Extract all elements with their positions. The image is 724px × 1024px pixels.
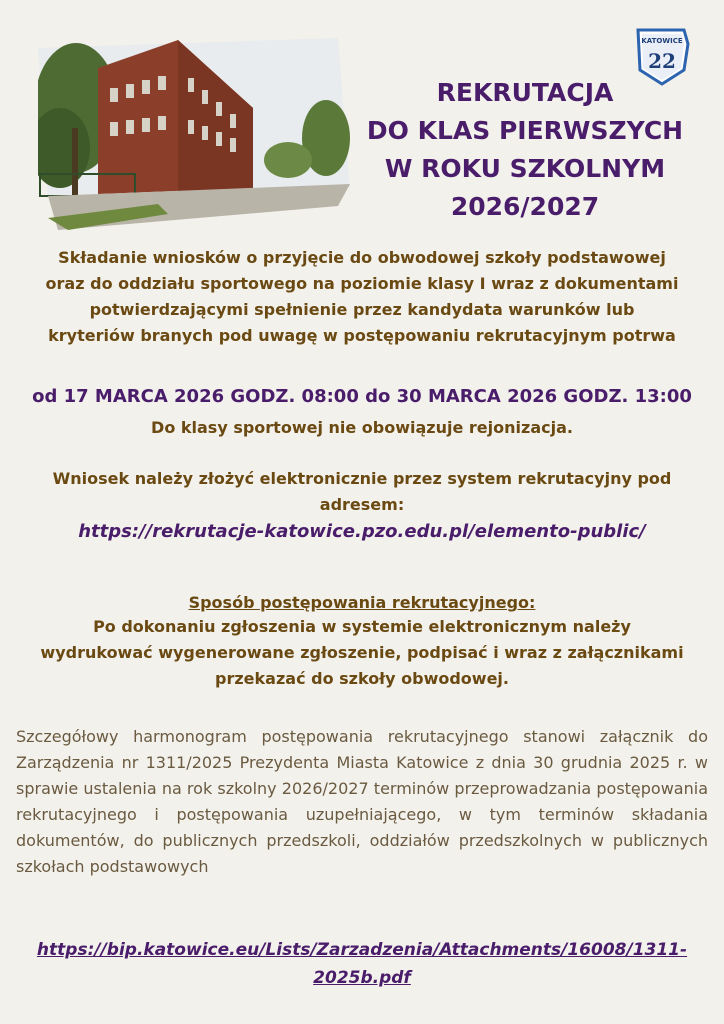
school-building-photo	[38, 38, 350, 230]
procedure-line: przekazać do szkoły obwodowej.	[215, 669, 509, 688]
page-title	[350, 74, 700, 226]
apply-line: Wniosek należy złożyć elektronicznie przez system rekrutacyjny pod	[52, 469, 672, 488]
link-line[interactable]: https://bip.katowice.eu/Lists/Zarzadzenia/Attachments/16008/1311-	[36, 940, 688, 960]
intro-line: kryteriów branych pod uwagę w postępowaniu rekrutacyjnym potrwa	[48, 326, 676, 345]
title-line: REKRUTACJA	[436, 78, 614, 107]
procedure-text	[16, 614, 708, 692]
title-line: 2026/2027	[450, 192, 600, 221]
apply-line: adresem:	[319, 495, 405, 514]
intro-text	[16, 245, 708, 349]
title-line: DO KLAS PIERWSZYCH	[366, 116, 684, 145]
intro-line: Składanie wniosków o przyjęcie do obwodowej szkoły podstawowej	[58, 248, 666, 267]
application-dates: od 17 MARCA 2026 GODZ. 08:00 do 30 MARCA 2026 GODZ. 13:00	[32, 386, 692, 407]
title-line: W ROKU SZKOLNYM	[384, 154, 666, 183]
zoning-note: Do klasy sportowej nie obowiązuje rejonizacja.	[151, 418, 573, 437]
intro-line: oraz do oddziału sportowego na poziomie klasy I wraz z dokumentami	[45, 274, 679, 293]
schedule-details: Szczegółowy harmonogram postępowania rekrutacyjnego stanowi załącznik do Zarządzenia nr 1311/2025 Prezydenta Miasta Katowice z dnia 30 grudnia 2025 r. w sprawie ustalenia na rok szkolny 2026/2027 terminów przeprowadzania postępowania rekrutacyjnego i postępowania uzupełniającego, w tym terminów składania dokumentów, do publicznych przedszkoli, oddziałów przedszkolnych w publicznych szkołach podstawowych	[16, 727, 708, 876]
procedure-line: Po dokonaniu zgłoszenia w systemie elektronicznym należy	[93, 617, 631, 636]
regulation-document-link[interactable]	[16, 936, 708, 992]
svg-text:KATOWICE: KATOWICE	[641, 37, 683, 45]
svg-text:22: 22	[648, 49, 676, 73]
link-line[interactable]: 2025b.pdf	[313, 968, 411, 988]
procedure-line: wydrukować wygenerowane zgłoszenie, podpisać i wraz z załącznikami	[40, 643, 684, 662]
recruitment-system-link[interactable]: https://rekrutacje-katowice.pzo.edu.pl/elemento-public/	[78, 521, 646, 542]
apply-instructions	[16, 466, 708, 518]
procedure-heading: Sposób postępowania rekrutacyjnego:	[188, 593, 536, 612]
intro-line: potwierdzającymi spełnienie przez kandydata warunków lub	[89, 300, 635, 319]
